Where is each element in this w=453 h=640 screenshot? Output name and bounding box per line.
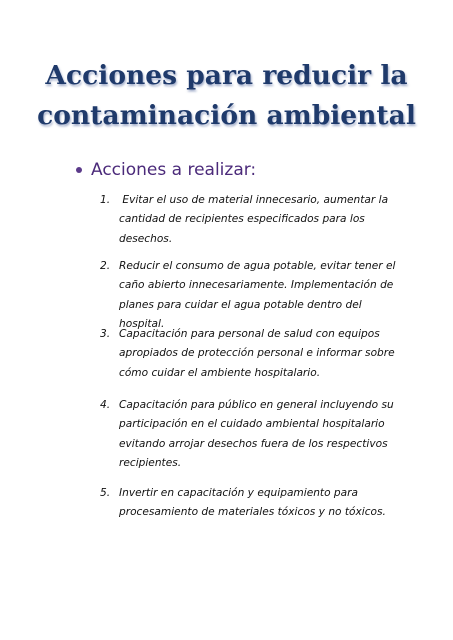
list-item	[100, 325, 400, 383]
list-item-text: Evitar el uso de material innecesario, aumentar la cantidad de recipientes especificados para los desechos.	[119, 194, 392, 245]
list-item	[100, 484, 400, 523]
list-item-number: 3.	[100, 328, 111, 340]
list-item	[100, 396, 400, 474]
list-item-text: Capacitación para personal de salud con equipos apropiados de protección personal e informar sobre cómo cuidar el ambiente hospitalario.	[119, 328, 395, 379]
bullet-icon	[76, 167, 82, 173]
list-item	[100, 191, 400, 249]
list-item-number: 4.	[100, 399, 111, 411]
section-heading	[76, 160, 256, 180]
title-line-2: contaminación ambiental	[37, 100, 416, 131]
list-item	[100, 257, 400, 335]
list-item-number: 1.	[100, 194, 111, 206]
list-item-text: Invertir en capacitación y equipamiento para procesamiento de materiales tóxicos y no tóxicos.	[119, 487, 386, 519]
list-item-text: Reducir el consumo de agua potable, evitar tener el caño abierto innecesariamente. Implementación de planes para cuidar el agua potable dentro del hospital.	[119, 260, 396, 331]
list-item-text: Capacitación para público en general incluyendo su participación en el cuidado ambiental hospitalario evitando arrojar desechos fuera de los respectivos recipientes.	[119, 399, 394, 470]
list-item-number: 5.	[100, 487, 111, 499]
list-item-number: 2.	[100, 260, 111, 272]
title-line-1: Acciones para reducir la	[45, 60, 408, 91]
page-title	[0, 56, 453, 136]
section-heading-label: Acciones a realizar:	[91, 160, 257, 180]
